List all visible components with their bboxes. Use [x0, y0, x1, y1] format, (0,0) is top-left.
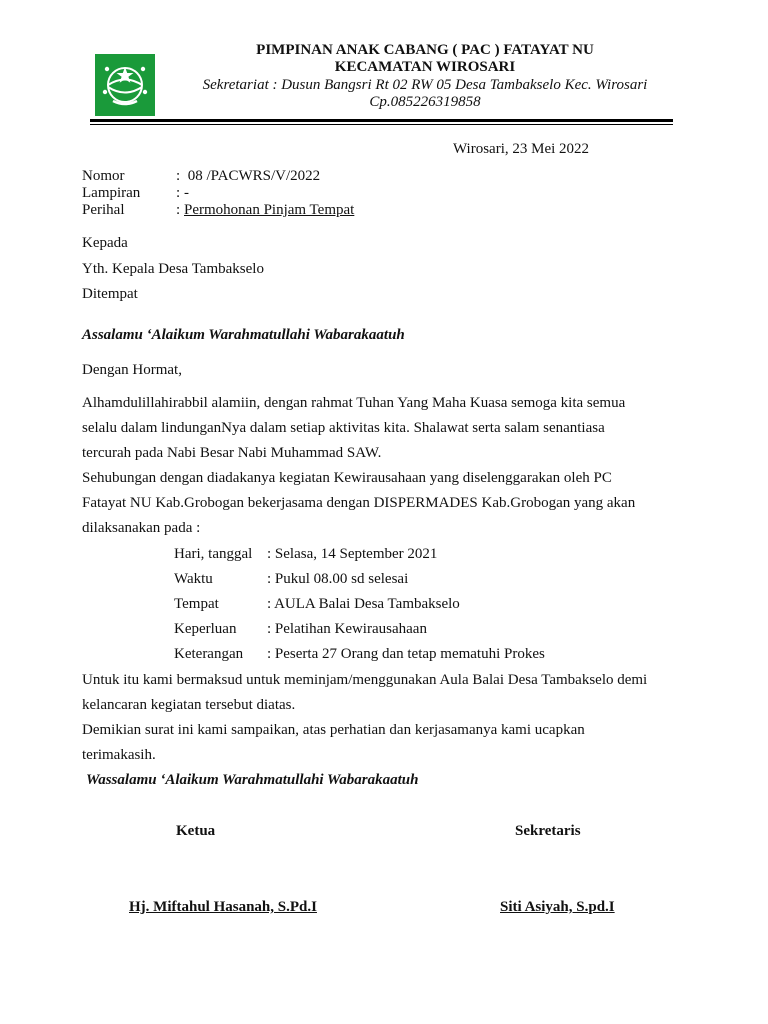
signature-name-sekretaris: Siti Asiyah, S.pd.I [500, 899, 615, 915]
meta-value-lampiran: - [184, 185, 189, 201]
recipient-line2: Yth. Kepala Desa Tambakselo [82, 261, 264, 277]
organization-logo [95, 54, 155, 116]
detail-label-keterangan: Keterangan [174, 646, 244, 662]
detail-label-hari: Hari, tanggal [174, 546, 253, 562]
detail-value-hari: : Selasa, 14 September 2021 [267, 546, 438, 562]
para1-line3: tercurah pada Nabi Besar Nabi Muhammad SAW. [82, 445, 382, 461]
para4-line1: Demikian surat ini kami sampaikan, atas perhatian dan kerjasamanya kami ucapkan [82, 722, 585, 738]
detail-label-waktu: Waktu [174, 571, 213, 587]
letterhead-org-name: PIMPINAN ANAK CABANG ( PAC ) FATAYAT NU [256, 42, 594, 58]
signature-name-ketua: Hj. Miftahul Hasanah, S.Pd.I [129, 899, 317, 915]
meta-value-perihal: Permohonan Pinjam Tempat [184, 202, 355, 218]
para2-line1: Sehubungan dengan diadakanya kegiatan Kewirausahaan yang diselenggarakan oleh PC [82, 470, 612, 486]
para2-line2: Fatayat NU Kab.Grobogan bekerjasama dengan DISPERMADES Kab.Grobogan yang akan [82, 495, 636, 511]
meta-sep-lampiran: : [176, 185, 181, 201]
signature-role-sekretaris: Sekretaris [515, 823, 581, 839]
para1-line1: Alhamdulillahirabbil alamiin, dengan rahmat Tuhan Yang Maha Kuasa semoga kita semua [82, 395, 626, 411]
signature-role-ketua: Ketua [176, 823, 216, 839]
meta-label-lampiran: Lampiran [82, 185, 141, 201]
detail-value-tempat: : AULA Balai Desa Tambakselo [267, 596, 460, 612]
detail-value-waktu: : Pukul 08.00 sd selesai [267, 571, 409, 587]
letterhead-address: Sekretariat : Dusun Bangsri Rt 02 RW 05 Desa Tambakselo Kec. Wirosari [202, 77, 648, 93]
meta-label-nomor: Nomor [82, 168, 125, 184]
recipient-line1: Kepada [82, 235, 128, 251]
para3-line1: Untuk itu kami bermaksud untuk meminjam/menggunakan Aula Balai Desa Tambakselo demi [82, 672, 648, 688]
para4-line2: terimakasih. [82, 747, 156, 763]
para2-line3: dilaksanakan pada : [82, 520, 201, 536]
letterhead-rule-thick [90, 119, 673, 122]
para3-line2: kelancaran kegiatan tersebut diatas. [82, 697, 296, 713]
meta-label-perihal: Perihal [82, 202, 125, 218]
letterhead-rule-thin [90, 124, 673, 125]
detail-value-keterangan: : Peserta 27 Orang dan tetap mematuhi Prokes [267, 646, 545, 662]
para1-line2: selalu dalam lindunganNya dalam setiap aktivitas kita. Shalawat serta salam senantiasa [82, 420, 605, 436]
salutation: Dengan Hormat, [82, 362, 182, 378]
letterhead-sub-name: KECAMATAN WIROSARI [334, 59, 516, 75]
greeting-close: Wassalamu ‘Alaikum Warahmatullahi Wabarakaatuh [86, 772, 419, 788]
meta-sep-perihal: : [176, 202, 181, 218]
meta-sep-nomor: : [176, 168, 181, 184]
meta-value-nomor: 08 /PACWRS/V/2022 [184, 168, 321, 184]
letter-date: Wirosari, 23 Mei 2022 [453, 141, 590, 157]
letterhead-phone: Cp.085226319858 [369, 94, 481, 110]
detail-label-keperluan: Keperluan [174, 621, 237, 637]
recipient-line3: Ditempat [82, 286, 138, 302]
nu-emblem-icon [95, 54, 155, 116]
detail-label-tempat: Tempat [174, 596, 219, 612]
greeting-open: Assalamu ‘Alaikum Warahmatullahi Wabarakaatuh [82, 327, 405, 343]
detail-value-keperluan: : Pelatihan Kewirausahaan [267, 621, 427, 637]
